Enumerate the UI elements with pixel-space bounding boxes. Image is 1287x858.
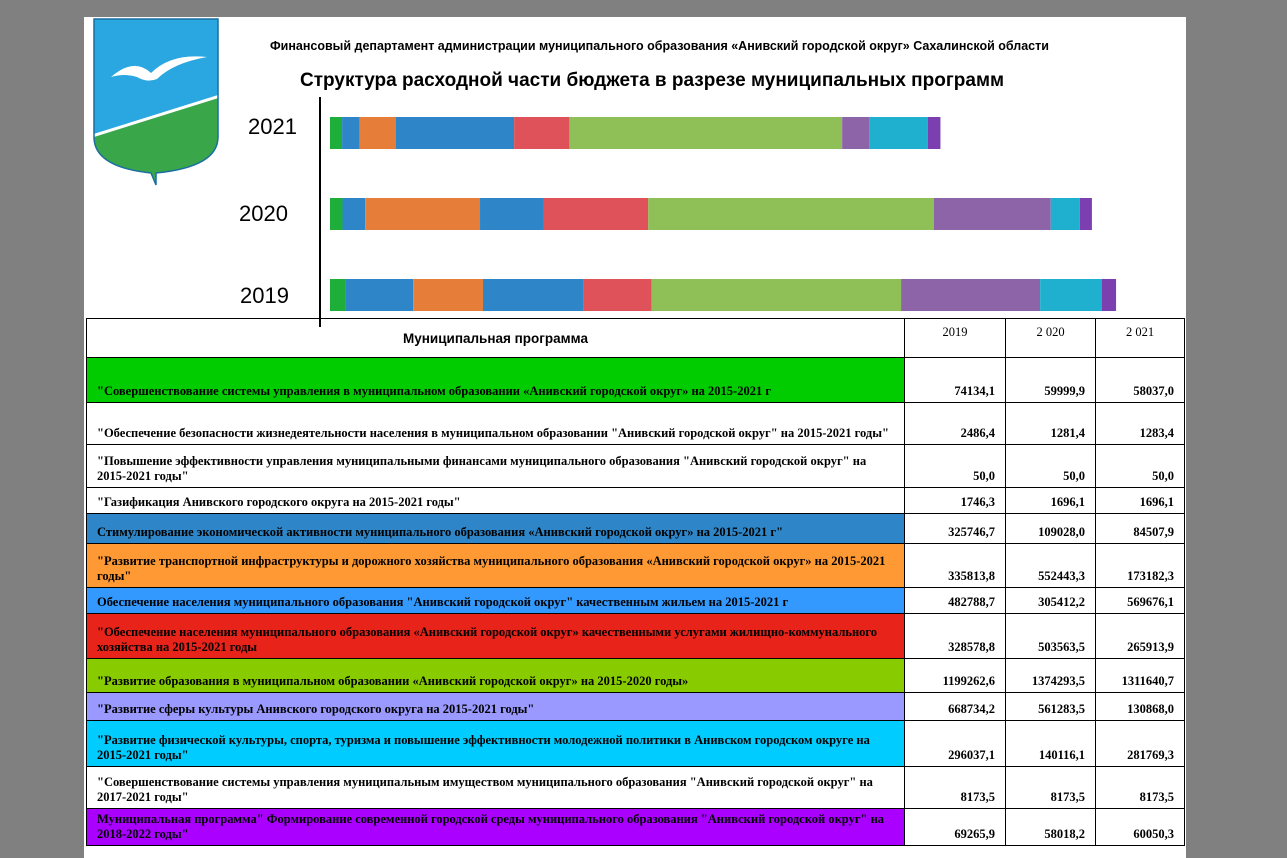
value-2019-cell: 2486,4: [905, 403, 1006, 445]
program-name-cell: Муниципальная программа" Формирование современной городской среды муниципального образования "Анивский городской округ" на 2018-2022 годы": [87, 809, 905, 846]
program-name-cell: "Газификация Анивского городского округа на 2015-2021 годы": [87, 488, 905, 514]
table-row: [87, 544, 1185, 588]
value-2020-cell: 8173,5: [1006, 767, 1096, 809]
program-name-cell: "Обеспечение населения муниципального образования «Анивский городской округ» качественными услугами жилищно-коммунального хозяйства на 2015-2021 годы: [87, 614, 905, 659]
value-2021-cell: 84507,9: [1096, 514, 1185, 544]
value-2021-cell: 58037,0: [1096, 358, 1185, 403]
bar-segment: [544, 198, 649, 230]
bar-segment: [1051, 198, 1080, 230]
column-header-2021: 2 021: [1096, 319, 1185, 358]
program-name-cell: "Совершенствование системы управления в муниципальном образовании «Анивский городской округ» на 2015-2021 г: [87, 358, 905, 403]
program-name-cell: "Развитие транспортной инфраструктуры и дорожного хозяйства муниципального образования «Анивский городской округ» на 2015-2021 годы": [87, 544, 905, 588]
value-2019-cell: 335813,8: [905, 544, 1006, 588]
table-row: [87, 488, 1185, 514]
chart-title: Структура расходной части бюджета в разрезе муниципальных программ: [300, 70, 1005, 91]
program-name-cell: "Развитие физической культуры, спорта, туризма и повышение эффективности молодежной политики в Анивском городском округе на 2015-2021 годы": [87, 721, 905, 767]
value-2021-cell: 130868,0: [1096, 693, 1185, 721]
value-2019-cell: 50,0: [905, 445, 1006, 488]
y-tick-label: 2020: [239, 201, 288, 226]
bar-segment: [342, 198, 365, 230]
value-2020-cell: 1374293,5: [1006, 659, 1096, 693]
table-row: [87, 403, 1185, 445]
coat-of-arms-icon: [89, 17, 223, 189]
bar-segment: [1080, 198, 1092, 230]
value-2019-cell: 74134,1: [905, 358, 1006, 403]
column-header-2020: 2 020: [1006, 319, 1096, 358]
value-2020-cell: 50,0: [1006, 445, 1096, 488]
programs-table: [86, 318, 1185, 846]
bar-segment: [330, 198, 342, 230]
value-2020-cell: 552443,3: [1006, 544, 1096, 588]
value-2021-cell: 50,0: [1096, 445, 1185, 488]
bar-segment: [842, 117, 869, 149]
bar-segment: [652, 279, 901, 311]
table-row: [87, 614, 1185, 659]
document-sheet: [84, 17, 1186, 858]
value-2019-cell: 1746,3: [905, 488, 1006, 514]
program-name-cell: "Обеспечение безопасности жизнедеятельности населения в муниципальном образовании "Анивский городской округ" на 2015-2021 годы": [87, 403, 905, 445]
value-2020-cell: 58018,2: [1006, 809, 1096, 846]
bar-segment: [480, 198, 544, 230]
bar-segment: [396, 117, 514, 149]
column-header-2019: 2019: [905, 319, 1006, 358]
bars-group: [330, 117, 1116, 311]
program-name-cell: Стимулирование экономической активности муниципального образования «Анивский городской округ» на 2015-2021 г": [87, 514, 905, 544]
value-2020-cell: 1281,4: [1006, 403, 1096, 445]
value-2021-cell: 60050,3: [1096, 809, 1185, 846]
department-header: Финансовый департамент администрации муниципального образования «Анивский городской округ» Сахалинской области: [270, 39, 1049, 53]
value-2020-cell: 109028,0: [1006, 514, 1096, 544]
value-2020-cell: 561283,5: [1006, 693, 1096, 721]
bar-segment: [345, 279, 413, 311]
value-2019-cell: 8173,5: [905, 767, 1006, 809]
value-2021-cell: 569676,1: [1096, 588, 1185, 614]
table-header-row: [87, 319, 1185, 358]
bar-segment: [365, 198, 480, 230]
value-2021-cell: 8173,5: [1096, 767, 1185, 809]
value-2021-cell: 173182,3: [1096, 544, 1185, 588]
value-2019-cell: 296037,1: [905, 721, 1006, 767]
value-2019-cell: 328578,8: [905, 614, 1006, 659]
bar-segment: [648, 198, 934, 230]
bar-segment: [360, 117, 396, 149]
stacked-bar-chart: [84, 17, 1186, 327]
table-row: [87, 514, 1185, 544]
table-row: [87, 809, 1185, 846]
value-2019-cell: 325746,7: [905, 514, 1006, 544]
value-2021-cell: 1311640,7: [1096, 659, 1185, 693]
table-row: [87, 445, 1185, 488]
table-row: [87, 358, 1185, 403]
value-2020-cell: 305412,2: [1006, 588, 1096, 614]
bar-segment: [483, 279, 583, 311]
bar-segment: [869, 117, 928, 149]
table-row: [87, 721, 1185, 767]
bar-segment: [928, 117, 940, 149]
bar-segment: [569, 117, 842, 149]
y-tick-label: 2021: [248, 114, 297, 139]
program-name-cell: "Совершенствование системы управления муниципальным имуществом муниципального образования "Анивский городской округ" на 2017-2021 годы": [87, 767, 905, 809]
y-tick-label: 2019: [240, 283, 289, 308]
table-row: [87, 693, 1185, 721]
bar-segment: [330, 279, 345, 311]
bar-segment: [934, 198, 1051, 230]
value-2021-cell: 1696,1: [1096, 488, 1185, 514]
value-2020-cell: 1696,1: [1006, 488, 1096, 514]
value-2021-cell: 265913,9: [1096, 614, 1185, 659]
value-2021-cell: 281769,3: [1096, 721, 1185, 767]
value-2019-cell: 69265,9: [905, 809, 1006, 846]
bar-segment: [583, 279, 651, 311]
value-2020-cell: 503563,5: [1006, 614, 1096, 659]
bar-segment: [330, 117, 342, 149]
value-2021-cell: 1283,4: [1096, 403, 1185, 445]
value-2020-cell: 59999,9: [1006, 358, 1096, 403]
table-row: [87, 659, 1185, 693]
bar-segment: [514, 117, 569, 149]
bar-segment: [413, 279, 483, 311]
bar-segment: [1102, 279, 1116, 311]
program-name-cell: "Развитие сферы культуры Анивского городского округа на 2015-2021 годы": [87, 693, 905, 721]
program-name-cell: Обеспечение населения муниципального образования "Анивский городской округ" качественным жильем на 2015-2021 г: [87, 588, 905, 614]
value-2019-cell: 668734,2: [905, 693, 1006, 721]
table-row: [87, 767, 1185, 809]
program-name-cell: "Повышение эффективности управления муниципальными финансами муниципального образования "Анивский городской округ" на 2015-2021 годы": [87, 445, 905, 488]
value-2020-cell: 140116,1: [1006, 721, 1096, 767]
program-name-cell: "Развитие образования в муниципальном образовании «Анивский городской округ» на 2015-2020 годы»: [87, 659, 905, 693]
value-2019-cell: 1199262,6: [905, 659, 1006, 693]
column-header-program: Муниципальная программа: [87, 319, 905, 358]
bar-segment: [342, 117, 360, 149]
bar-segment: [1040, 279, 1102, 311]
table-row: [87, 588, 1185, 614]
bar-segment: [901, 279, 1040, 311]
value-2019-cell: 482788,7: [905, 588, 1006, 614]
